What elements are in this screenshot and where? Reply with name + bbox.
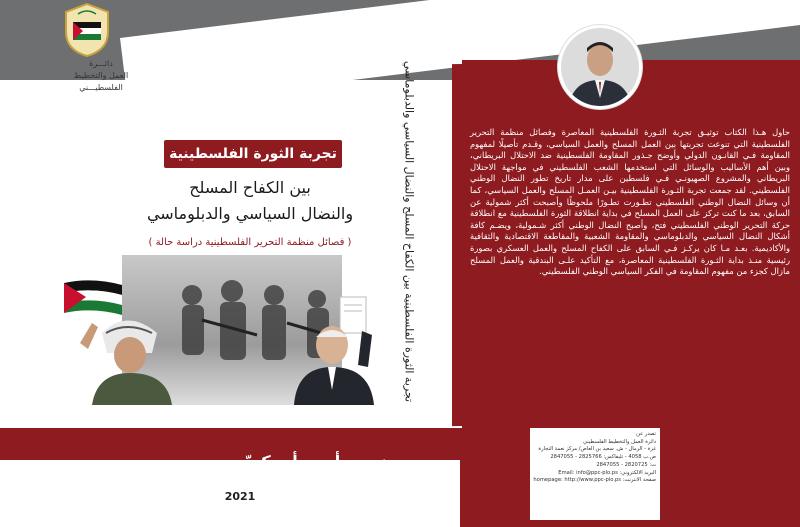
publisher-line: تصدر عن [636,431,656,437]
publisher-logo-block [56,0,146,120]
publisher-email: البريد الالكتروني: Email: info@ppc-plo.ps [558,469,656,476]
author-photo-image [561,28,639,106]
book-spine [394,60,428,420]
publisher-line: دائرة العمل والتخطيط الفلسطيني [582,438,656,445]
leader-portrait-left-image [72,303,192,405]
author-photo-frame [558,25,642,109]
book-subtitle-case-study: ( فصائل منظمة التحرير الفلسطينية دراسة حالة ) [148,237,352,248]
author-name: د. منصور أحمد أبو كريّم [232,452,418,471]
publisher-line: ت: 2820725 - 2847055 [596,461,656,468]
department-name [56,58,146,94]
publisher-line: ص.ب 4058 - تليفاكس: 2825766 - 2847055 [550,454,656,461]
publication-year: 2021 [224,490,256,503]
department-line: العمل والتخطيط [73,71,129,80]
department-line: دائـــرة [89,59,113,68]
back-cover-blurb: حاول هـذا الكتاب توثيـق تجربة الثـورة الفلسطينية المعاصرة وفصائل منظمة التحرير الفلسطينية التي تنوعت تجربتها بين العمل المسلح والعمل السياسي، وقـدم تأصيلًا لمفهوم المقاومة فـي القانـون الدولي وأوضح جـذور المقاومة الفلسطينية ضد الاحتلال البريطاني، وبين أهم الأساليب والوسائل التي استخدمها الشعب الفلسطيني في مواجهة الاحتلال البريطاني والمشروع الصهيونـي فـي فلسطين على مدار تاريخ تطور النضال الوطني الفلسطيني. لقد جمعت تجربة الثـورة الفلسطينية بيـن العمـل المسلح والعمل السياسي، كما أن وسائل النضال الوطني الفلسطيني تطـورت تطـورًا ملحوظًا وأصبحت أكثر شمولية عن السابق، بعد ما كنت تركز على العمل المسلح في بداية انطلاقة الثورة الفلسطينية مع انطلاقة حركة التحرير الوطني الفلسطيني فتح، وأصبح النضال الوطني أكثر شـمولية، ويضـم كافة أشكال النضال السياسي والدبلوماسي والمقاومة الشعبية والمقاطعة الاقتصادية والثقافية والأكاديمية. بعـد مـا كان يركـز فـي السابق على الكفاح المسلح والعمل العسكري بصورة رئيسية منـذ بداية الثـورة الفلسطينية المعاصرة، مع التأكيد علـى البندقية والعمل المسلح مازال كجزء من مفهوم المقاومة في الفكر السياسي الوطني الفلسطيني. [470,127,790,277]
book-subtitle-line2: والنضال السياسي والدبلوماسي [146,204,354,223]
publisher-line: غزة - الرمال - ش. سعيد بن العاص/ مركز نعمة التجارة [538,446,656,453]
publisher-website: صفحة الانترنت: homepage: http://www.ppc-plo.ps [533,477,656,484]
leader-portrait-right-image [282,295,392,405]
book-title: تجربة الثورة الفلسطينية [169,146,337,162]
spine-title: تجربة الثورة الفلسطينية بين الكفاح المسلح والنضال السياسي والدبلوماسي [402,60,416,403]
department-line: الفلسطيـــني [79,83,123,92]
cover-photo-collage [62,255,392,405]
plo-logo-icon [64,2,110,58]
publisher-info [533,431,656,485]
book-subtitle-line1: بين الكفاح المسلح [189,178,311,197]
